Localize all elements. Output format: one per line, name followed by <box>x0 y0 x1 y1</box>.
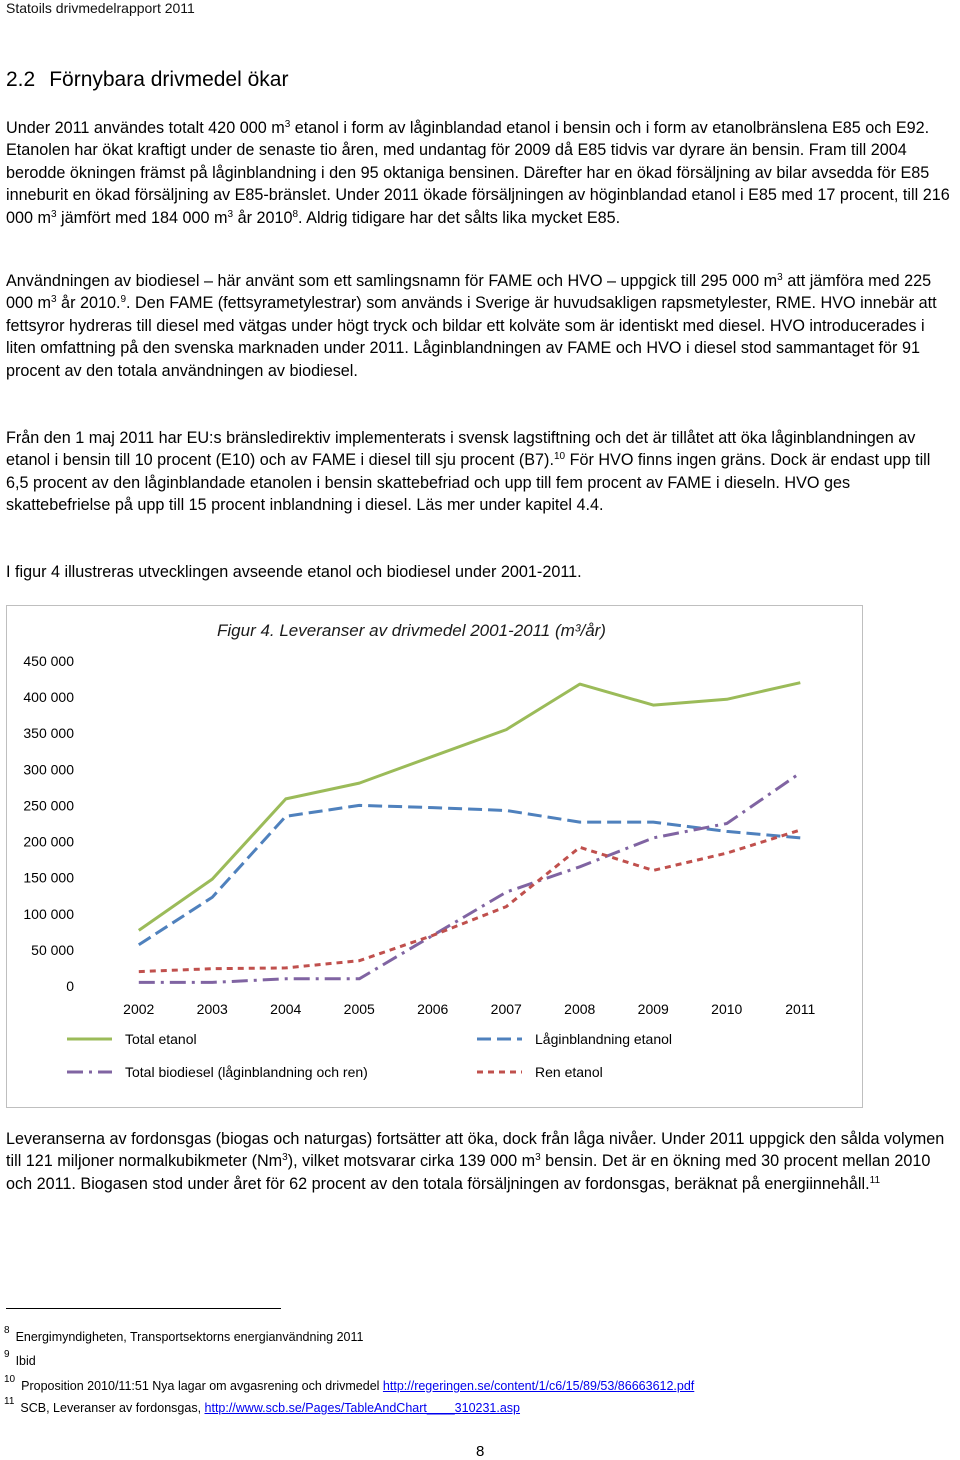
y-tick-label: 0 <box>66 978 74 994</box>
x-tick-label: 2008 <box>564 1001 596 1017</box>
legend-label-2: Låginblandning etanol <box>535 1031 673 1047</box>
page-number: 8 <box>476 1443 485 1460</box>
legend-label-3: Total biodiesel (låginblandning och ren) <box>125 1064 368 1080</box>
chart-title: Figur 4. Leveranser av drivmedel 2001-2011 (m³/år) <box>217 621 606 640</box>
footnote-11-link[interactable]: http://www.scb.se/Pages/TableAndChart____310231.asp <box>204 1401 521 1415</box>
paragraph-biodiesel: Användningen av biodiesel – här använt som ett samlingsnamn för FAME och HVO – uppgick till 295 000 $m^3$ att jämföra med 225 000 $m^3$ år 2010.$^9$. Den FAME (fettsyrametylestrar) som används i Sverige är huvudsakligen rapsmetylester, RME. HVO innebär att fettsyror hydreras till diesel med vätgas under högt tryck och bildar ett kolväte som är identiskt med diesel. HVO introducerades i liten omfattning på den svenska marknaden under 2011. Låginblandningen av FAME och HVO i diesel stod sammantaget för 91 procent av den totala användningen av biodiesel. <box>6 272 937 380</box>
x-tick-label: 2009 <box>637 1001 669 1017</box>
x-tick-label: 2002 <box>123 1001 155 1017</box>
footnote-11: $^{11}$ SCB, Leveranser av fordonsgas, http://www.scb.se/Pages/TableAndChart____310231.asp <box>4 1396 521 1415</box>
x-tick-label: 2010 <box>711 1001 743 1017</box>
y-tick-label: 450 000 <box>23 653 74 669</box>
footnote-9: $^9$ Ibid <box>4 1349 36 1368</box>
x-tick-label: 2005 <box>343 1001 375 1017</box>
footnote-8: $^8$ Energimyndigheten, Transportsektorns energianvändning 2011 <box>4 1325 364 1344</box>
series-line-1 <box>139 683 801 931</box>
y-tick-label: 150 000 <box>23 869 74 886</box>
y-tick-label: 400 000 <box>23 689 74 706</box>
y-tick-label: 250 000 <box>23 797 74 814</box>
section-number: 2.2 <box>6 68 36 91</box>
paragraph-figure-intro: I figur 4 illustreras utvecklingen avseende etanol och biodiesel under 2001-2011. <box>6 563 582 581</box>
footnote-divider <box>6 1308 281 1309</box>
y-tick-label: 300 000 <box>23 761 74 778</box>
legend-label-4: Ren etanol <box>535 1064 603 1080</box>
x-tick-label: 2011 <box>785 1001 816 1017</box>
figure-4-chart <box>7 606 862 1107</box>
footnote-10-link[interactable]: http://regeringen.se/content/1/c6/15/89/53/86663612.pdf <box>382 1379 695 1393</box>
x-tick-label: 2003 <box>196 1001 228 1017</box>
legend-label-1: Total etanol <box>125 1031 197 1047</box>
paragraph-fordonsgas: Leveranserna av fordonsgas (biogas och naturgas) fortsätter att öka, dock från låga nivåer. Under 2011 uppgick den sålda volymen till 121 miljoner normalkubikmeter (Nm$^3$), vilket motsvarar cirka 139 000 $m^3$ bensin. Det är en ökning med 30 procent mellan 2010 och 2011. Biogasen stod under året för 62 procent av den totala försäljningen av fordonsgas, beräknat på energiinnehåll.$^{11}$ <box>6 1130 945 1193</box>
x-tick-label: 2006 <box>417 1001 449 1017</box>
paragraph-etanol: Under 2011 användes totalt 420 000 $m^3$ etanol i form av låginblandad etanol i bensin och i form av etanolbränslena E85 och E92. Etanolen har ökat kraftigt under de senaste tio åren, med undantag för 2009 då E85 tidvis var dyrare än bensin. Fram till 2004 berodde ökningen främst på låginblandning i den 95 oktaniga bensinen. Därefter har en ökad försäljning av bilar avsedda för E85 inneburit en ökad försäljning av E85-bränslet. Under 2011 ökade försäljningen av höginblandad etanol i E85 med 17 procent, till 216 000 $m^3$ jämfört med 184 000 $m^3$ år 2010$^8$. Aldrig tidigare har det sålts lika mycket E85. <box>6 119 950 227</box>
section-title: Förnybara drivmedel ökar <box>49 68 289 91</box>
paragraph-eu-directive: Från den 1 maj 2011 har EU:s bränsledirektiv implementerats i svensk lagstiftning och det är tillåtet att öka låginblandningen av etanol i bensin till 10 procent (E10) och av FAME i diesel till sju procent (B7).$^{10}$ För HVO finns ingen gräns. Dock är endast upp till 6,5 procent av den låginblandade etanolen i bensin skattebefriad och upp till fem procent av FAME i dieseln. HVO ges skattebefrielse på upp till 15 procent inblandning i diesel. Läs mer under kapitel 4.4. <box>6 429 931 515</box>
series-line-3 <box>139 773 801 983</box>
x-tick-label: 2004 <box>270 1001 302 1017</box>
y-tick-label: 100 000 <box>23 905 74 922</box>
page-header: Statoils drivmedelrapport 2011 <box>6 0 195 16</box>
y-tick-label: 350 000 <box>23 725 74 742</box>
footnote-10: $^{10}$ Proposition 2010/11:51 Nya lagar om avgasrening och drivmedel http://regeringen.se/content/1/c6/15/89/53/86663612.pdf <box>4 1374 695 1393</box>
y-tick-label: 50 000 <box>31 941 74 958</box>
section-heading <box>6 68 288 92</box>
y-tick-label: 200 000 <box>23 833 74 850</box>
figure-4-frame <box>6 605 863 1108</box>
x-tick-label: 2007 <box>490 1001 522 1017</box>
series-line-2 <box>139 805 801 944</box>
